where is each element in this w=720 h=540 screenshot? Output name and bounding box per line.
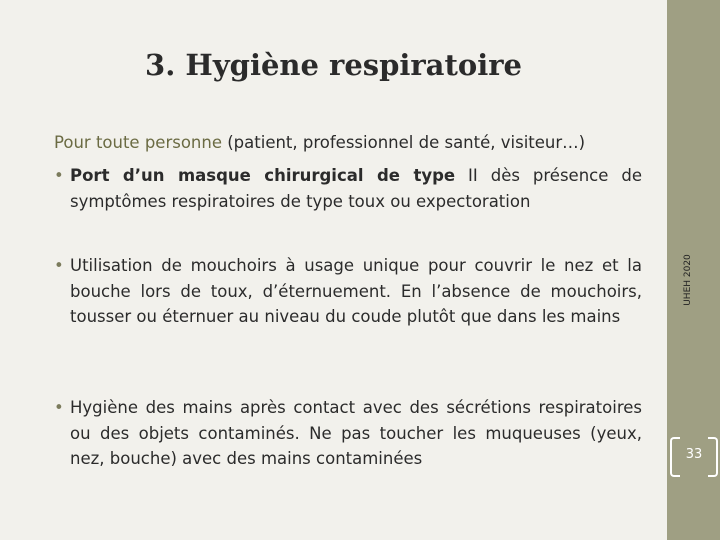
slide-title: 3. Hygiène respiratoire <box>145 48 522 82</box>
sidebar-label: UHEH 2020 <box>683 254 693 306</box>
bullet-text: Utilisation de mouchoirs à usage unique pour couvrir le nez et la bouche lors de toux, d’éternuement. En l’absence de mouchoirs, tousser ou éternuer au niveau du coude plutôt que dans les mains <box>70 256 642 326</box>
bullet-item-hand-hygiene <box>54 395 642 472</box>
bullet-dot-icon: • <box>54 398 64 417</box>
page-number: 33 <box>685 447 703 462</box>
bullet-bold-text: Port d’un masque chirurgical de type <box>70 166 456 185</box>
bullet-dot-icon: • <box>54 166 64 185</box>
bullet-text: II dès présence de symptômes respiratoires de type toux ou expectoration <box>70 166 642 211</box>
intro-highlight: Pour toute personne <box>54 133 222 152</box>
page-number-box <box>670 437 718 473</box>
intro-rest: (patient, professionnel de santé, visiteur…) <box>222 133 586 152</box>
bullet-text: Hygiène des mains après contact avec des sécrétions respiratoires ou des objets contaminés. Ne pas toucher les muqueuses (yeux, nez, bouche) avec des mains contaminées <box>70 398 642 468</box>
bullet-dot-icon: • <box>54 256 64 275</box>
intro-line <box>54 130 629 155</box>
bullet-item-tissues <box>54 253 642 330</box>
bullet-item-mask <box>54 163 642 214</box>
